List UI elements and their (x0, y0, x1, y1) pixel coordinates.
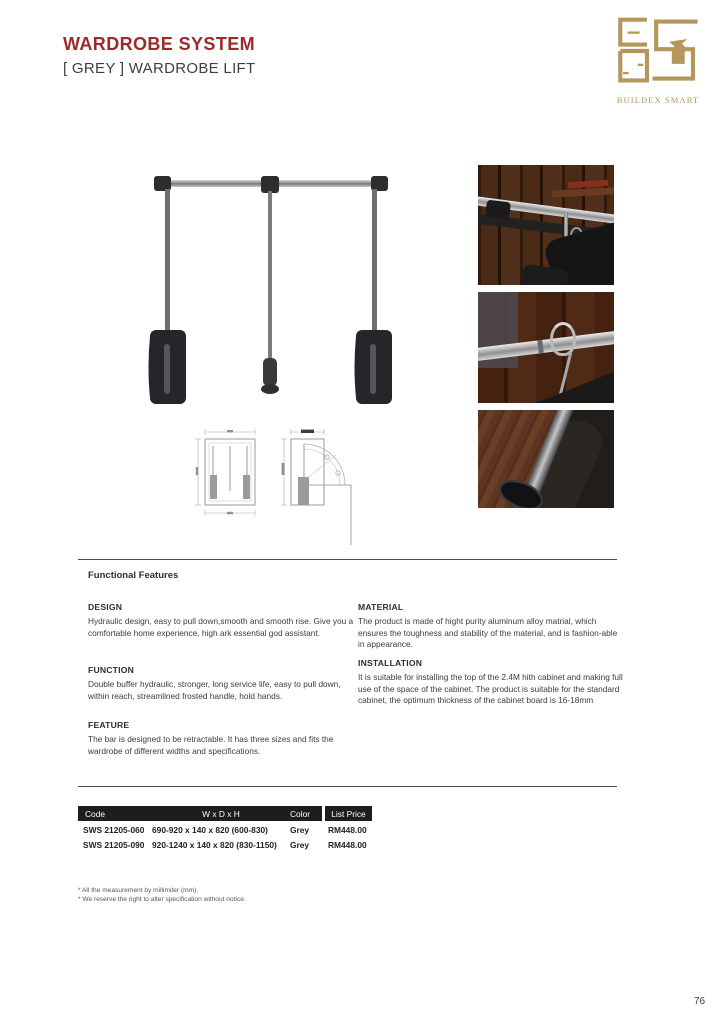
section-body: Double buffer hydraulic, stronger, long service life, easy to pull down, within reach, streamlined frosted handle, hold hands. (88, 679, 341, 701)
cell-code: SWS 21205-090 (83, 839, 145, 850)
hanger-hook (550, 322, 576, 356)
spec-table-header (78, 806, 372, 821)
feature-section-feature (88, 719, 356, 757)
detail-photo-rail (478, 165, 614, 285)
section-body: The product is made of hight purity aluminum alloy matrial, which ensures the toughness and stability of the material, and is fashion-able in appearance. (358, 616, 618, 650)
page-number: 76 (694, 996, 706, 1007)
detail-photo-handle-cap (478, 410, 614, 508)
dim-label-top (227, 430, 233, 432)
technical-drawing (193, 423, 365, 549)
main-product-image (110, 158, 430, 413)
divider-bottom (78, 786, 617, 787)
footnote-measurement: * All the measurement by millimiter (mm). (78, 887, 199, 894)
table-row (78, 823, 372, 836)
section-title: INSTALLATION (358, 658, 423, 668)
section-title: MATERIAL (358, 602, 404, 612)
brand-name: BUILDEX SMART (616, 95, 700, 105)
cell-dimensions: 690-920 x 140 x 820 (600-830) (152, 824, 268, 835)
dim-label-bottom (227, 512, 233, 514)
cell-color: Grey (290, 839, 310, 850)
section-body: Hydraulic design, easy to pull down,smooth and smooth rise. Give you a comfortable home experience, high ark essential god assistant. (88, 616, 354, 638)
cell-dimensions: 920-1240 x 140 x 820 (830-1150) (152, 839, 277, 850)
col-header-list-price: List Price (325, 806, 372, 821)
section-body: It is suitable for installing the top of the 2.4M hith cabinet and making full use of the space of the cabinet. The product is suitable for the standard cabinet, the optimum thickness of the cabinet board is 16-18mm (358, 672, 623, 706)
col-header-color: Color (290, 808, 311, 819)
table-row (78, 838, 372, 851)
section-body: The bar is designed to be retractable. It has three sizes and fits the wardrobe of different widths and specifications. (88, 734, 334, 756)
features-heading: Functional Features (88, 570, 179, 581)
section-title: DESIGN (88, 602, 123, 612)
col-header-code: Code (85, 808, 106, 819)
page-subtitle: [ GREY ] WARDROBE LIFT (63, 60, 256, 77)
shirt-glyph (669, 39, 687, 64)
cell-price: RM448.00 (328, 824, 367, 835)
rail-end-cap (485, 200, 511, 220)
brand-block (606, 14, 710, 105)
feature-section-design (88, 601, 356, 639)
cell-price: RM448.00 (328, 839, 367, 850)
dim-label-left (196, 467, 198, 475)
feature-section-function (88, 664, 356, 702)
divider-top (78, 559, 617, 560)
section-title: FEATURE (88, 720, 130, 730)
dim-label-sideview-top (301, 430, 314, 433)
feature-section-material (358, 601, 624, 651)
detail-photo-telescopic-tube (478, 292, 614, 403)
cell-color: Grey (290, 824, 310, 835)
dim-label-sideview-left (282, 463, 285, 475)
feature-section-installation (358, 657, 624, 707)
footnote-specification: * We reserve the right to alter specification without notice. (78, 896, 246, 903)
spec-table (78, 806, 372, 851)
col-header-dimensions: W x D x H (202, 808, 240, 819)
page-title: WARDROBE SYSTEM (63, 34, 256, 54)
buildex-smart-logo-icon (612, 14, 704, 88)
cell-code: SWS 21205-060 (83, 824, 145, 835)
section-title: FUNCTION (88, 665, 134, 675)
